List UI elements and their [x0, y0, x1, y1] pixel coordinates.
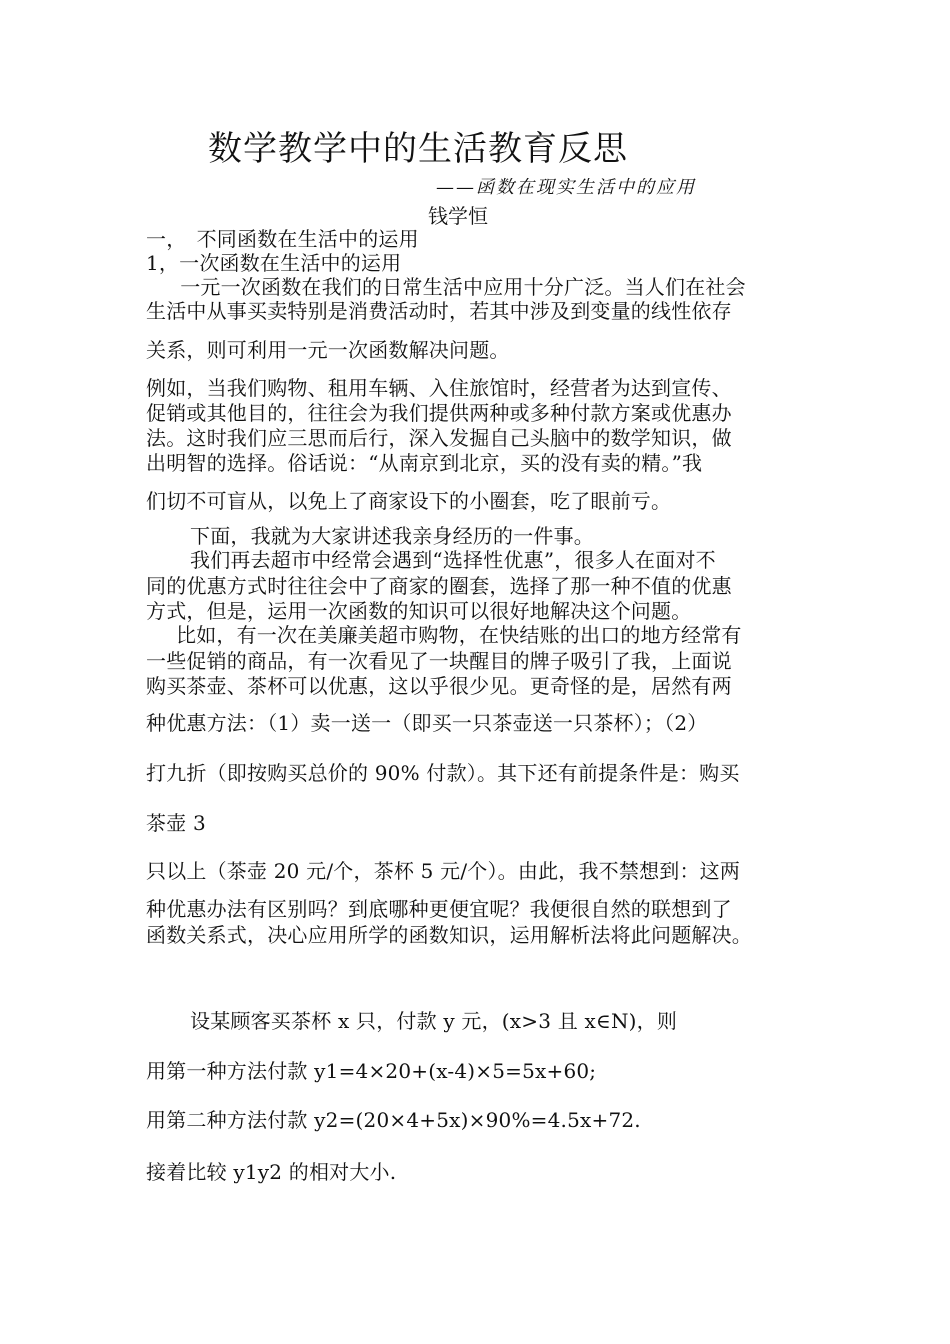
body-line: 生活中从事买卖特别是消费活动时，若其中涉及到变量的线性依存: [146, 299, 732, 323]
document-title: 数学教学中的生活教育反思: [208, 129, 628, 169]
body-line: 用第二种方法付款 y2=(20×4+5x)×90%=4.5x+72.: [146, 1108, 641, 1132]
body-line: 关系，则可利用一元一次函数解决问题。: [146, 338, 510, 362]
body-line: 们切不可盲从，以免上了商家设下的小圈套，吃了眼前亏。: [146, 489, 672, 513]
body-line: 打九折（即按购买总价的 90% 付款）。其下还有前提条件是：购买: [146, 761, 740, 785]
body-line: 我们再去超市中经常会遇到“选择性优惠”，很多人在面对不: [190, 548, 716, 572]
body-line: 例如，当我们购物、租用车辆、入住旅馆时，经营者为达到宣传、: [146, 376, 732, 400]
body-line: 茶壶 3: [146, 811, 206, 835]
body-line: 方式，但是，运用一次函数的知识可以很好地解决这个问题。: [146, 599, 692, 623]
body-line: 种优惠办法有区别吗？到底哪种更便宜呢？我便很自然的联想到了: [146, 897, 732, 921]
body-line: 函数关系式，决心应用所学的函数知识，运用解析法将此问题解决。: [146, 923, 752, 947]
body-line: 一些促销的商品，有一次看见了一块醒目的牌子吸引了我，上面说: [146, 649, 732, 673]
section-heading: 一， 不同函数在生活中的运用: [146, 227, 419, 251]
body-line: 法。这时我们应三思而后行，深入发掘自己头脑中的数学知识，做: [146, 426, 732, 450]
body-line: 同的优惠方式时往往会中了商家的圈套，选择了那一种不值的优惠: [146, 574, 732, 598]
subsection-heading: 1，一次函数在生活中的运用: [146, 251, 402, 275]
body-line: 只以上（茶壶 20 元/个，茶杯 5 元/个）。由此，我不禁想到：这两: [146, 859, 741, 883]
body-line: 种优惠方法：（1）卖一送一（即买一只茶壶送一只茶杯）；（2）: [146, 711, 708, 735]
body-line: 比如，有一次在美廉美超市购物，在快结账的出口的地方经常有: [176, 623, 742, 647]
body-line: 购买茶壶、茶杯可以优惠，这以乎很少见。更奇怪的是，居然有两: [146, 674, 732, 698]
author-name: 钱学恒: [428, 204, 488, 228]
body-line: 设某顾客买茶杯 x 只，付款 y 元，(x>3 且 x∈N)，则: [190, 1009, 678, 1033]
body-line: 促销或其他目的，往往会为我们提供两种或多种付款方案或优惠办: [146, 401, 732, 425]
body-line: 接着比较 y1y2 的相对大小.: [146, 1160, 397, 1184]
body-line: 用第一种方法付款 y1=4×20+(x-4)×5=5x+60;: [146, 1059, 597, 1083]
body-line: 下面，我就为大家讲述我亲身经历的一件事。: [190, 524, 594, 548]
body-line: 出明智的选择。俗话说：“从南京到北京，买的没有卖的精。”我: [146, 451, 703, 475]
document-subtitle: ——函数在现实生活中的应用: [436, 177, 696, 198]
body-line: 一元一次函数在我们的日常生活中应用十分广泛。当人们在社会: [160, 275, 746, 299]
